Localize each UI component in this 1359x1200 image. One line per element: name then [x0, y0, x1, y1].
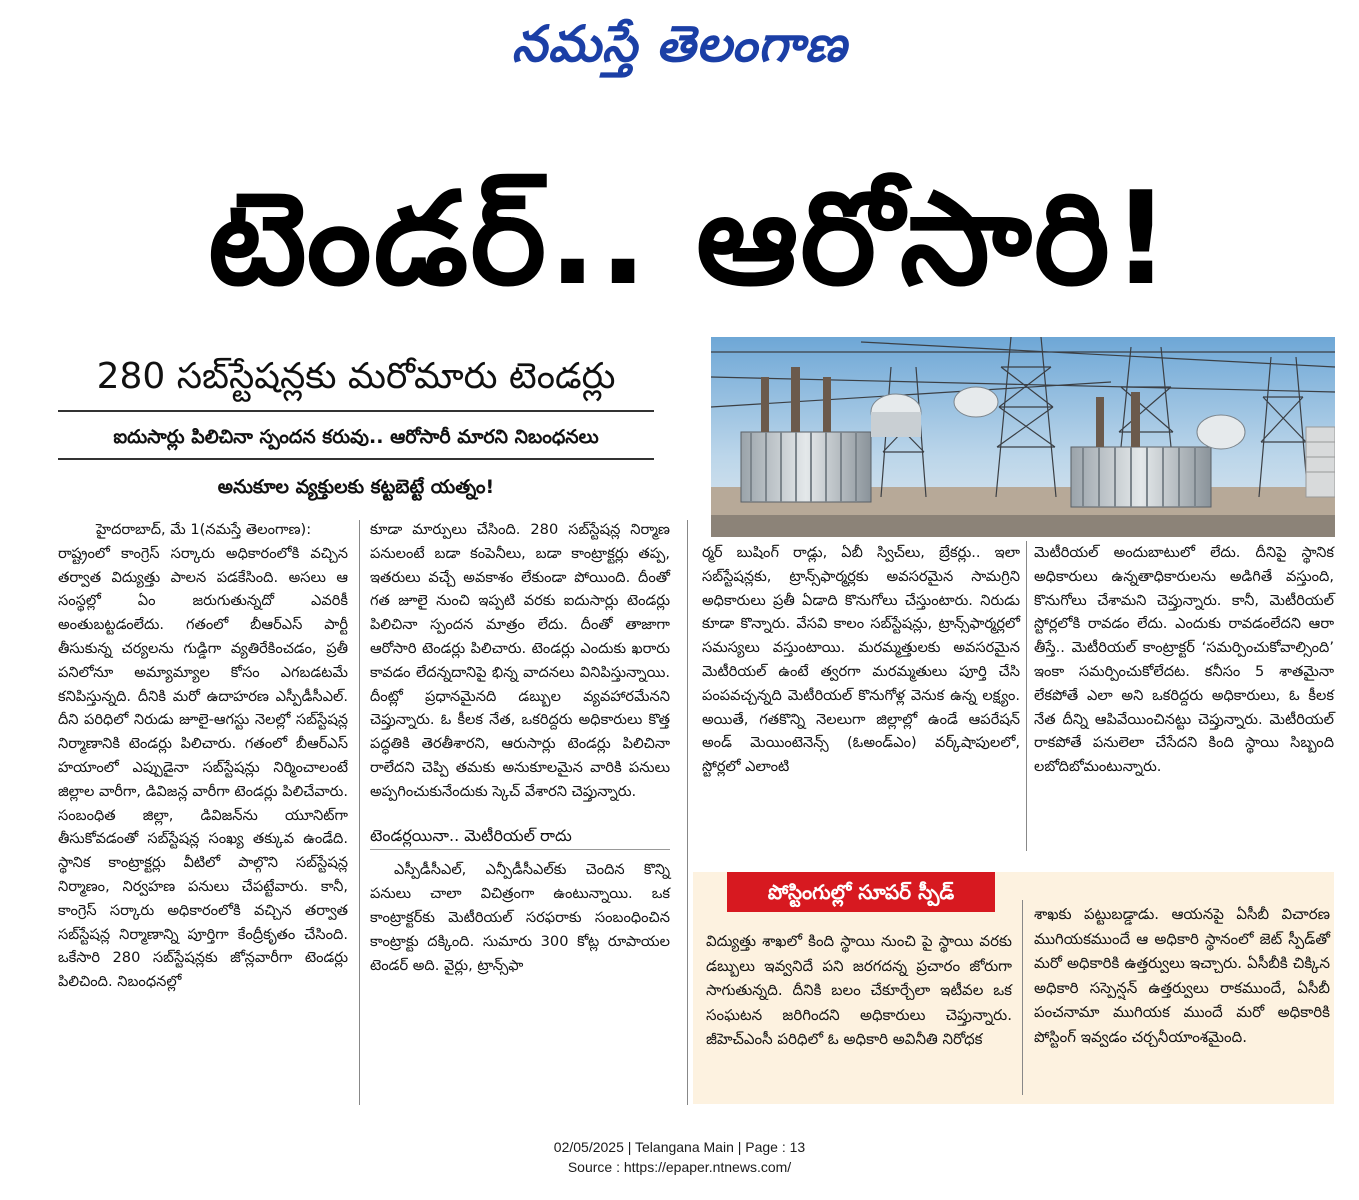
- divider: [58, 458, 654, 460]
- article-column-3: [702, 541, 1020, 779]
- article-text: రాష్ట్రంలో కాంగ్రెస్ సర్కారు అధికారంలోకి వచ్చిన తర్వాత విద్యుత్తు పాలన పడకేసింది. అసలు ఆ సంస్థల్లో ఏం జరుగుతున్నదో ఎవరికీ అంతుబట్టడంలేదు. గతంలో బీఆర్‌ఎస్ పార్టీ తీసుకున్న చర్యలను గుడ్డిగా వ్యతిరేకించడం, ప్రతీ పనిలోనూ అమ్యామ్యాల కోసం ఎగబడటమే కనిపిస్తున్నది. దీనికి మరో ఉదాహరణ ఎస్పీడీసీఎల్. దీని పరిధిలో నిరుడు జూలై-ఆగస్టు నెలల్లో సబ్‌స్టేషన్ల నిర్మాణానికి టెండర్లు పిలిచారు. గతంలో బీఆర్‌ఎస్ హయాంలో ఎప్పుడైనా సబ్‌స్టేషన్లు నిర్మించాలంటే జిల్లాల వారీగా, డివిజన్ల వారీగా టెండర్లు పిలిచేవారు. సంబంధిత జిల్లా, డివిజన్‌ను యూనిట్‌గా తీసుకోవడంతో సబ్‌స్టేషన్ల సంఖ్య తక్కువ ఉండేది. స్థానిక కాంట్రాక్టర్లు వీటిలో పాల్గొని సబ్‌స్టేషన్ల నిర్మాణం, నిర్వహణ పనులు చేపట్టేవారు. కానీ, కాంగ్రెస్ సర్కారు అధికారంలోకి వచ్చిన తర్వాత సబ్‌స్టేషన్ల నిర్మాణాన్ని పూర్తిగా కేంద్రీకృతం చేసింది. ఒకేసారి 280 సబ్‌స్టేషన్లకు జోన్లవారీగా టెండర్లు పిలిచింది. నిబంధనల్లో: [58, 544, 348, 991]
- column-divider: [687, 520, 688, 1105]
- masthead-logo: నమస్తే తెలంగాణ: [511, 14, 848, 73]
- article-column-4: [1034, 541, 1334, 779]
- box-text-left: విద్యుత్తు శాఖలో కింది స్థాయి నుంచి పై స్థాయి వరకు డబ్బులు ఇవ్వనిదే పని జరగదన్న ప్రచారం జోరుగా సాగుతున్నది. దీనికి బలం చేకూర్చేలా ఇటీవల ఒక సంఘటన జరిగిందని అధికారులు చెప్తున్నారు. జీహెచ్ఎంసీ పరిధిలో ఓ అధికారి అవినీతి నిరోధక: [706, 932, 1012, 1048]
- dateline: హైదరాబాద్, మే 1(నమస్తే తెలంగాణ):: [96, 521, 312, 538]
- page-footer: [0, 1137, 1359, 1177]
- section-subheading: టెండర్లయినా.. మెటీరియల్ రాదు: [370, 824, 670, 851]
- column-divider: [1026, 541, 1027, 851]
- deck-line-1: ఐదుసార్లు పిలిచినా స్పందన కరువు.. ఆరోసారీ మారని నిబంధనలు: [113, 426, 599, 448]
- headline: టెండర్.. ఆరోసారి!: [207, 165, 1173, 314]
- article-text: కూడా మార్పులు చేసింది. 280 సబ్‌స్టేషన్ల నిర్మాణ పనులంటే బడా కంపెనీలు, బడా కాంట్రాక్టర్లు తప్ప, ఇతరులు వచ్చే అవకాశం లేకుండా పోయింది. దీంతో గత జూలై నుంచి ఇప్పటి వరకు ఐదుసార్లు టెండర్లు పిలిచినా స్పందన మాత్రం లేదు. దీంతో తాజాగా ఆరోసారి టెండర్లు పిలిచారు. టెండర్లు ఎందుకు ఖరారు కావడం లేదన్నదానిపై భిన్న వాదనలు వినిపిస్తున్నాయి. దీంట్లో ప్రధానమైనది డబ్బుల వ్యవహారమేనని చెప్తున్నారు. ఓ కీలక నేత, ఒకరిద్దరు అధికారులు కొత్త పద్ధతికి తెరతీశారని, ఆరుసార్లు టెండర్లు పిలిచినా రాలేదని చెప్పి తమకు అనుకూలమైన వారికి పనులు అప్పగించుకునేందుకు స్కెచ్ వేశారని చెప్తున్నారు.: [370, 521, 670, 800]
- substation-photo: [711, 337, 1335, 537]
- article-column-1: [58, 518, 348, 994]
- box-title: పోస్టింగుల్లో సూపర్ స్పీడ్: [727, 872, 995, 912]
- box-divider: [1022, 900, 1023, 1095]
- deck-line-2: అనుకూల వ్యక్తులకు కట్టబెట్టే యత్నం!: [217, 476, 495, 498]
- article-text: మెటీరియల్ అందుబాటులో లేదు. దీనిపై స్థానిక అధికారులు ఉన్నతాధికారులను అడిగితే వస్తుంది, కొనుగోలు చేశామని చెప్తున్నారు. కానీ, మెటీరియల్ స్టోర్లలోకి రావడం లేదు. ఎందుకు రావడంలేదని ఆరా తీస్తే.. మెటీరియల్ కాంట్రాక్టర్ ‘సమర్పించుకోవాల్సింది’ ఇంకా సమర్పించుకోలేదట. కనీసం 5 శాతమైనా లేకపోతే ఎలా అని ఒకరిద్దరు అధికారులు, ఓ కీలక నేత దీన్ని ఆపివేయించినట్టు చెప్తున్నారు. మెటీరియల్ రాకపోతే పనులెలా చేసేదని కింది స్థాయి సిబ్బంది లబోదిబోమంటున్నారు.: [1034, 544, 1334, 776]
- column-divider: [359, 520, 360, 1105]
- divider: [58, 410, 654, 412]
- article-text: ర్మర్ బుషింగ్ రాడ్లు, ఏబీ స్విచ్‌లు, బ్రేకర్లు.. ఇలా సబ్‌స్టేషన్లకు, ట్రాన్స్‌ఫార్మర్లకు అవసరమైన సామగ్రిని అధికారులు ప్రతీ ఏడాది కొనుగోలు చేస్తుంటారు. నిరుడు కూడా కొన్నారు. వేసవి కాలం సబ్‌స్టేషన్లు, ట్రాన్స్‌ఫార్మర్లలో సమస్యలు వస్తుంటాయి. మరమ్మత్తులకు అవసరమైన మెటీరియల్ ఉంటే త్వరగా మరమ్మతులు పూర్తి చేసి పంపవచ్చన్నది మెటీరియల్ కొనుగోళ్ల వెనుక ఉన్న లక్ష్యం. అయితే, గతకొన్ని నెలలుగా జిల్లాల్లో ఉండే ఆపరేషన్ అండ్ మెయింటెనెన్స్ (ఓఅండ్‌ఎం) వర్క్‌షాపులలో, స్టోర్లలో ఎలాంటి: [702, 544, 1020, 776]
- article-text: ఎస్పీడీసీఎల్, ఎన్పీడీసీఎల్‌కు చెందిన కొన్ని పనులు చాలా విచిత్రంగా ఉంటున్నాయి. ఒక కాంట్రాక్టర్‌కు మెటీరియల్ సరఫరాకు సంబంధించిన కాంట్రాక్టు దక్కింది. సుమారు 300 కోట్ల రూపాయల టెండర్ అది. వైర్లు, ట్రాన్స్‌ఫా: [370, 861, 670, 974]
- subheadline: 280 సబ్‌స్టేషన్లకు మరోమారు టెండర్లు: [96, 356, 616, 397]
- footer-date-page: 02/05/2025 | Telangana Main | Page : 13: [553, 1139, 806, 1155]
- article-column-2: [370, 518, 670, 977]
- footer-source: Source : https://epaper.ntnews.com/: [567, 1159, 792, 1175]
- box-text-right: శాఖకు పట్టుబడ్డాడు. ఆయనపై ఏసీబీ విచారణ ముగియకముందే ఆ అధికారి స్థానంలో జెట్ స్పీడ్‌తో మరో అధికారికి ఉత్తర్వులు ఇచ్చారు. ఏసీబీకి చిక్కిన అధికారి సస్పెన్షన్ ఉత్తర్వులు రాకముందే, ఏసీబీ పంచనామా ముగియక ముందే మరో అధికారికి పోస్టింగ్ ఇవ్వడం చర్చనీయాంశమైంది.: [1034, 905, 1330, 1046]
